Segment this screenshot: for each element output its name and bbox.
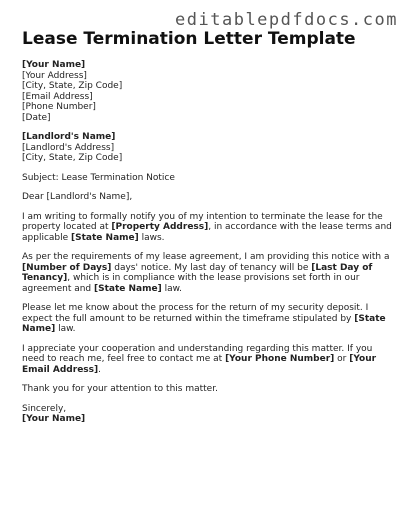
p1-text-2: , in accordance with the lease terms and applicable	[22, 222, 392, 243]
p3-state-name: [State Name]	[22, 313, 386, 334]
salutation: Dear [Landlord's Name],	[22, 192, 133, 202]
signature-name: [Your Name]	[22, 414, 86, 424]
p2-text-4: law.	[161, 283, 182, 294]
recipient-name: [Landlord's Name]	[22, 132, 116, 142]
p4-phone-number: [Your Phone Number]	[225, 354, 335, 364]
p2-last-day: [Last Day of Tenancy]	[22, 262, 373, 283]
p3-text-1: Please let me know about the process for the return of my security deposit. I expect the full amount to be returned within the timeframe stipulated by	[22, 303, 369, 324]
subject-line: Subject: Lease Termination Notice	[22, 172, 175, 183]
sender-date: [Date]	[22, 112, 51, 123]
paragraph-contact	[22, 344, 392, 376]
site-watermark: editablepdfdocs.com	[175, 10, 398, 30]
p2-text-2: days' notice. My last day of tenancy will be	[111, 262, 312, 273]
sender-block	[22, 60, 392, 123]
p4-email-address: [Your Email Address]	[22, 354, 377, 375]
recipient-city: [City, State, Zip Code]	[22, 153, 123, 163]
paragraph-deposit	[22, 303, 392, 335]
p4-text-1: I appreciate your cooperation and understanding regarding this matter. If you need to reach me, feel free to contact me at	[22, 343, 373, 364]
sender-email: [Email Address]	[22, 91, 93, 102]
p1-state-name: [State Name]	[71, 232, 139, 243]
recipient-address: [Landlord's Address]	[22, 142, 115, 153]
letter-body	[22, 60, 392, 425]
p3-text-2: law.	[55, 324, 76, 334]
paragraph-notice-period	[22, 252, 392, 294]
page-title: Lease Termination Letter Template	[22, 29, 356, 49]
paragraph-notice	[22, 212, 392, 244]
p1-text-3: laws.	[138, 232, 165, 243]
p2-state-name: [State Name]	[94, 283, 162, 294]
sender-address: [Your Address]	[22, 70, 87, 81]
p4-text-3: .	[98, 364, 101, 375]
p4-text-2: or	[334, 354, 350, 364]
p1-property-address: [Property Address]	[111, 222, 209, 232]
sender-phone: [Phone Number]	[22, 102, 96, 112]
closing: Sincerely,	[22, 403, 67, 414]
paragraph-thanks: Thank you for your attention to this matter.	[22, 384, 218, 394]
p2-number-of-days: [Number of Days]	[22, 262, 112, 273]
p1-text-1: I am writing to formally notify you of my intention to terminate the lease for the property located at	[22, 211, 383, 232]
sender-name: [Your Name]	[22, 60, 86, 70]
p2-text-3: , which is in compliance with the lease provisions set forth in our agreement and	[22, 273, 360, 294]
recipient-block	[22, 132, 392, 164]
p2-text-1: As per the requirements of my lease agreement, I am providing this notice with a	[22, 252, 390, 262]
signature-block	[22, 404, 392, 425]
sender-city: [City, State, Zip Code]	[22, 81, 123, 91]
